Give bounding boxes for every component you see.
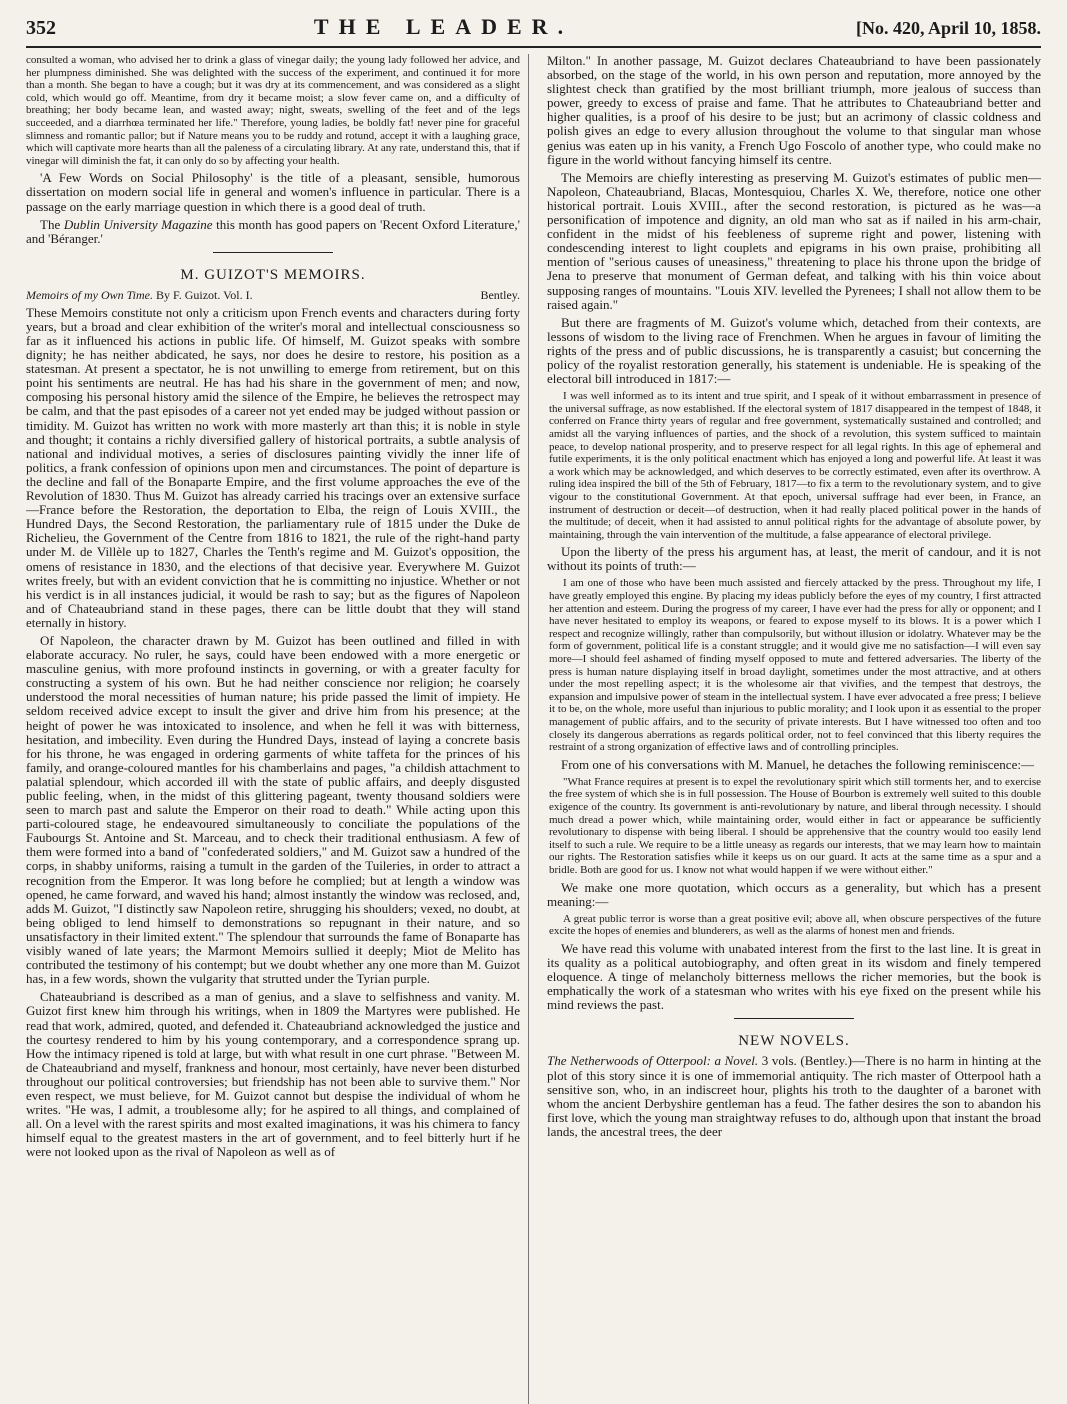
issue-date: [No. 420, April 10, 1858. — [855, 18, 1041, 38]
book-title: Memoirs of my Own Time. — [26, 287, 153, 302]
columns — [26, 54, 1041, 1404]
paragraph: Milton." In another passage, M. Guizot declares Chateaubriand to have been passionately absorbed, on the stage of the world, in his own person and reputation, more annoyed by the slightest check than gratified by the most brilliant triumph, more jealous of success than power, greedy to excess of praise and fame. That he attributes to Chateaubriand better and higher qualities, is a proof of his desire to be just; but an acrimony of classic coldness and polish gives an edge to every allusion throughout the volume to that singular man whose genius was eaten up in his vanity, a French Ugo Foscolo of another type, who could make no figure in the world without fancying himself its centre. — [547, 54, 1041, 167]
block-quote: "What France requires at present is to expel the revolutionary spirit which still torments her, and to exercise the free system of which she is in full possession. The House of Bourbon is extremely well suited to this double exigence of the country. Its government is anti-revolutionary by nature, and liberal through necessity. I should much dread a power which, while maintaining order, would either in fact or appearance be sufficiently revolutionary to dispense with being liberal. I should be apprehensive that the country would too easily lend itself to such a rule. We require to be a little uneasy as regards our interests, that we may learn how to maintain our rights. The Restoration satisfies while it keeps us on our guard. It acts at the same time as a spur and a bridle. Both are good for us. I know not what would happen if we were without either." — [549, 775, 1041, 877]
section-divider — [734, 1018, 854, 1019]
paragraph: The Dublin University Magazine this month has good papers on 'Recent Oxford Literature,' and 'Béranger.' — [26, 216, 520, 246]
block-quote: I was well informed as to its intent and true spirit, and I speak of it without embarrassment in presence of the universal suffrage, as now established. If the electoral system of 1817 disappeared in the tempest of 1848, it conferred on France thirty years of regular and free government, systematically sustained and controlled; and amidst all the varying influences of parties, and the shock of a revolution, this system sufficed to maintain peace, to develop national prosperity, and to preserve respect for all legal rights. In this age of ephemeral and futile experiments, it is the only political enactment which has enjoyed a long and powerful life. At least it was a work which may be acknowledged, and which deserves to be correctly estimated, even after its overthrow. A ruling idea inspired the bill of the 5th of February, 1817—to fix a term to the revolutionary system, and to give vigour to the constitutional Government. At that epoch, universal suffrage had ever been, in France, an instrument of destruction or deceit—of destruction, when it had really placed political power in the hands of the multitude; of deceit, when it had assisted to annul political rights for the advantage of absolute power, by maintaining, through the vain intervention of the multitude, a false appearance of electoral privilege. — [549, 390, 1041, 541]
paragraph: Upon the liberty of the press his argument has, at least, the merit of candour, and it is not without its points of truth:— — [547, 544, 1041, 574]
paragraph: We have read this volume with unabated interest from the first to the last line. It is great in its quality as a political autobiography, and often great in its wisdom and finely tempered eloquence. A tinge of melancholy bitterness mellows the richer memories, but the book is emphatically the work of a statesman who writes with his eye fixed on the present while his mind reviews the past. — [547, 941, 1041, 1013]
page-number: 352 — [26, 17, 56, 39]
paragraph: We make one more quotation, which occurs as a generality, but which has a present meaning:— — [547, 879, 1041, 909]
right-column — [547, 54, 1041, 1404]
paragraph: The Netherwoods of Otterpool: a Novel. 3 vols. (Bentley.)—There is no harm in hinting at the plot of this story since it is one of immemorial antiquity. The rich master of Otterpool hath a sensitive son, who, in an indiscreet hour, plights his troth to the daughter of a baronet with whom the ancient Derbyshire gentleman has a feud. The father desires the son to abandon his first love, which the young man straightway refuses to do, although upon that instant the broad lands, the ancestral trees, the deer — [547, 1053, 1041, 1139]
masthead — [26, 14, 1041, 48]
newspaper-title: THE LEADER. — [313, 14, 574, 39]
novels-heading: NEW NOVELS. — [738, 1033, 850, 1050]
paragraph: The Memoirs are chiefly interesting as preserving M. Guizot's estimates of public men—Napoleon, Chateaubriand, Blacas, Montesquiou, Charles X. We, therefore, notice one other historical portrait. Louis XVIII., after the second restoration, is pictured as he was—a personification of impotence and dignity, an old man who sat as if nailed in his arm-chair, confident in the midst of his feebleness of supreme right and power, listening with condescending interest to light couplets and epigrams in his own praise, prohibiting all mention of "serious causes of uneasiness," threatening to place his throne upon the bridge of Jena to preserve that monument of German defeat, and talking with his thin voice about supposing ranges of mountains. "Louis XIV. levelled the Pyrenees; I shall not allow them to be raised again." — [547, 169, 1041, 312]
paragraph: But there are fragments of M. Guizot's volume which, detached from their contexts, are lessons of wisdom to the living race of Frenchmen. When he argues in favour of limiting the rights of the press and of public discussions, he is transparently a casuist; but concerning the policy of the royalist restoration generally, his statement is undeniable. He is speaking of the electoral bill introduced in 1817:— — [547, 314, 1041, 387]
paragraph: Of Napoleon, the character drawn by M. Guizot has been outlined and filled in with elaborate accuracy. No ruler, he says, could have been endowed with a more energetic or masculine genius, with more profound instincts in governing, or with a greater faculty for constructing a system of his own. But he had neither conscience nor religion; he coarsely understood the moral necessities of human nature; his pride passed the limit of impiety. He seldom received advice except to insult the giver and drive him from his presence; at the height of power he was intoxicated to insolence, and when he fell it was with bitterness, hesitation, and imbecility. Even during the Hundred Days, instead of laying a concrete basis for his throne, he was engaged in ordering garments of white taffeta for the princes of his family, and orange-coloured mantles for his chamberlains and pages, "a childish attachment to palatial splendour, which accorded ill with the state of public affairs, and deeply disgusted public feeling, when, in the midst of this glittering pageant, twenty thousand soldiers were seen to march past and salute the Emperor on their road to death." While acting upon this parti-coloured stage, he endeavoured simultaneously to conciliate the populations of the Faubourgs St. Antoine and St. Marceau, and to check their traditional enthusiasm. A few of them were formed into a band of "confederated soldiers," and M. Guizot saw a hundred of the corps, in shabby uniforms, raising a tumult in the garden of the Tuileries, in order to attract a recognition from the Emperor. It was long before he complied; but at length a window was opened, he came forward, and waved his hand; almost instantly the window was reclosed, and, adds M. Guizot, "I distinctly saw Napoleon retire, shrugging his shoulders; vexed, no doubt, at being obliged to lend himself to demonstrations so repugnant in their nature, and so unsatisfactory in their limited extent." The splendour that surrounds the fame of Bonaparte has visibly waned of late years; the Marmont Memoirs sullied it deeply; Miot de Melito has contributed the testimony of his contempt; but we doubt whether any one more than M. Guizot has, in a few words, shown the vulgarity that strutted under the Tyrian purple. — [26, 632, 520, 987]
review-byline — [26, 288, 520, 303]
section-divider — [213, 252, 333, 253]
book-publisher: Bentley. — [480, 287, 520, 302]
book-author: By F. Guizot. Vol. I. — [156, 287, 253, 302]
novel-title: The Netherwoods of Otterpool: a Novel. — [547, 1053, 759, 1069]
paragraph: These Memoirs constitute not only a criticism upon French events and characters during forty years, but a broad and clear exhibition of the writer's moral and intellectual consciousness so far as it influenced his actions in public life. Of himself, M. Guizot speaks with sombre dignity; he has neither abdicated, he says, nor does he desire to restore, his position as a statesman. At present a spectator, he is not unwilling to emerge from retirement, but on this point his sentiments are neutral. He has had his share in the government of men; and now, composing his personal history amid the silence of the Empire, he believes the retrospect may be calm, and that the past episodes of a career not yet ended may be judged without passion or timidity. M. Guizot has written no work with more masterly art than this; it is noble in style and thought; it contains a richly diversified gallery of historical portraits, a subtle analysis of national and individual motives, a series of disclosures painting vividly the inner life of politics, a frank confession of opinions upon men and circumstances. The point of departure is the decline and fall of the Bonaparte Empire, and the first volume approaches the eve of the Revolution of 1830. Thus M. Guizot has already carried his tracings over an extensive surface—France before the Restoration, the deportation to Elba, the reign of Louis XVIII., the Hundred Days, the Second Restoration, the parliamentary rule of 1815 under the Duke de Richelieu, the Government of the Centre from 1816 to 1821, the rule of the right-hand party under M. de Villèle up to 1827, Charles the Tenth's regime and M. Guizot's opposition, the omens of resistance in 1830, and the elections of that decisive year. Everywhere M. Guizot writes freely, but with an evident conviction that he is committing no injustice. Whether or not his verdict is in all instances judicial, it would be rash to say; but as the figures of Napoleon and of Chateaubriand stand in these pages, there can be little doubt that they will stand eternally in history. — [26, 304, 520, 630]
review-heading: M. GUIZOT'S MEMOIRS. — [180, 266, 366, 283]
paragraph: 'A Few Words on Social Philosophy' is the title of a pleasant, sensible, humorous dissertation on modern social life in general and women's influence in particular. There is a passage on the early marriage question in which there is a good deal of truth. — [26, 170, 520, 214]
paragraph: From one of his conversations with M. Manuel, he detaches the following reminiscence:— — [561, 756, 1034, 772]
block-quote: A great public terror is worse than a great positive evil; above all, when obscure perspectives of the future excite the hopes of enemies and blunderers, as well as the alarms of honest men and friends. — [549, 912, 1041, 938]
block-quote: I am one of those who have been much assisted and fiercely attacked by the press. Throughout my life, I have greatly employed this engine. By placing my ideas publicly before the eyes of my country, I first attracted her attention and esteem. During the progress of my career, I have ever had the press for ally or opponent; and I have never hesitated to employ its weapons, or feared to expose myself to its blows. It is a power which I respect and recognize willingly, rather than compulsorily, but without illusion or idolatry. Whatever may be the form of government, political life is a constant struggle; and it would give me no satisfaction—I will even say more—I should feel ashamed of finding myself opposed to mute and fettered adversaries. The liberty of the press is human nature displaying itself in broad daylight, sometimes under the most attractive, and at others under the most repelling aspect; it is the wholesome air that vivifies, and the tempest that destroys, the expansion and impulsive power of steam in the intellectual system. I have ever advocated a free press; I believe it to be, on the whole, more useful than injurious to public morality; and I look upon it as essential to the proper management of public affairs, and to the security of private interests. But I have witnessed too often and too closely its dangerous aberrations as regards political order, not to feel convinced that this liberty requires the restraint of a strong organization of effective laws and of controlling principles. — [549, 577, 1041, 754]
left-column — [26, 54, 529, 1404]
paragraph: Chateaubriand is described as a man of genius, and a slave to selfishness and vanity. M. Guizot first knew him through his writings, when in 1809 the Martyres were published. He read that work, admired, quoted, and defended it. Chateaubriand acknowledged the justice and the courtesy rendered to him by his young contemporary, and a correspondence sprang up. How the intimacy ripened is told at large, but with what result in one curt phrase. "Between M. de Chateaubriand and myself, frankness and honour, most certainly, have never been disturbed throughout our political controversies; but friendship has not been able to survive them." Nor even respect, we must believe, for M. Guizot cannot but despise the individual of whom he writes. "He was, I admit, a troublesome ally; for he aspired to all things, and complained of all. On a level with the rarest spirits and most exalted imaginations, it was his chimera to fancy himself equal to the greatest masters in the art of government, and to feel bitterly hurt if he were not looked upon as the rival of Napoleon as well as of — [26, 989, 520, 1160]
magazine-title: Dublin University Magazine — [63, 216, 213, 232]
paragraph: consulted a woman, who advised her to drink a glass of vinegar daily; the young lady followed her advice, and her plumpness diminished. She was delighted with the success of the experiment, and continued it for more than a month. She began to have a cough; but it was dry at its commencement, and was considered as a slight cold, which would go off. Meantime, from dry it became moist; a slow fever came on, and a difficulty of breathing; her body became lean, and wasted away; night, sweats, swelling of the feet and of the legs succeeded, and a diarrhœa terminated her life." Therefore, young ladies, be boldly fat! never pine for graceful slimness and romantic pallor; but if Nature means you to be ruddy and rotund, accept it with a laughing grace, which will captivate more hearts than all the paleness of a circulating library. At any rate, understand this, that if vinegar will diminish the fat, it can only do so by affecting your health. — [26, 54, 520, 167]
